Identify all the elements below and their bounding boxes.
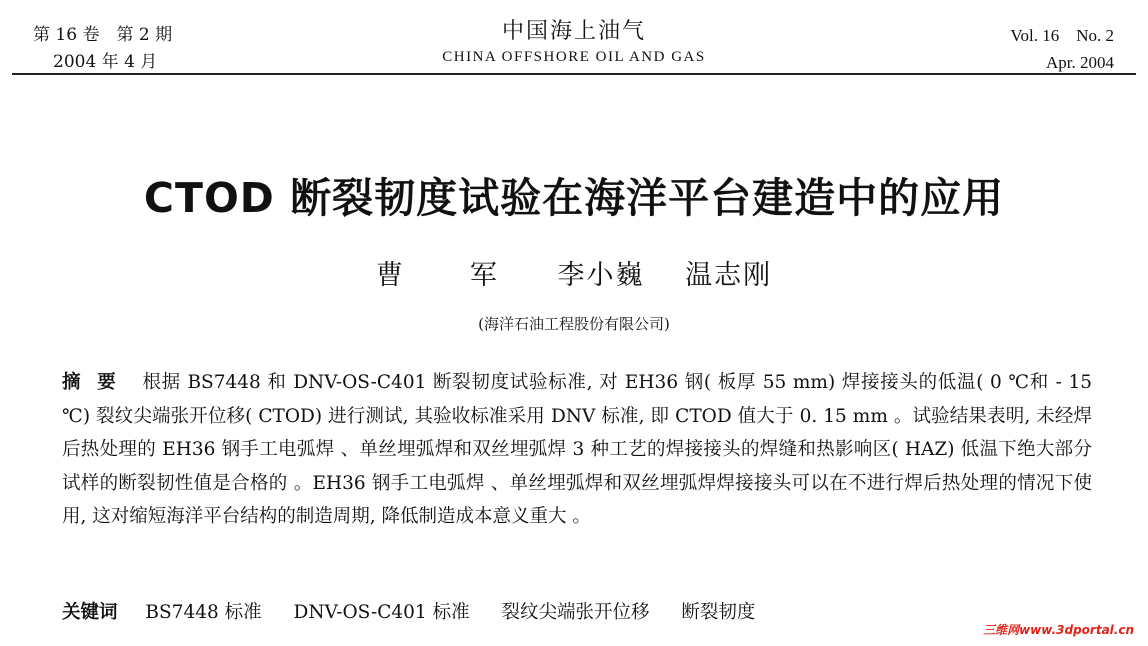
keywords-block <box>62 597 1092 629</box>
abstract-block <box>62 366 1092 534</box>
author-name: 曹 军 <box>375 260 517 291</box>
keyword-item: DNV-OS-C401 标准 <box>293 602 470 623</box>
keyword-item: 裂纹尖端张开位移 <box>501 602 650 623</box>
site-watermark: 三维网www.3dportal.cn <box>983 623 1134 637</box>
journal-name-en: CHINA OFFSHORE OIL AND GAS <box>442 49 706 65</box>
volume-issue-en: Vol. 16 No. 2 <box>1010 26 1114 45</box>
author-affiliation: (海洋石油工程股份有限公司) <box>478 315 670 333</box>
author-name: 温志刚 <box>685 260 773 291</box>
journal-header <box>0 0 1148 76</box>
journal-name-cn: 中国海上油气 <box>501 19 646 44</box>
header-right <box>1010 22 1114 76</box>
publication-date-en: Apr. 2004 <box>1046 53 1114 72</box>
keyword-item: BS7448 标准 <box>145 602 262 623</box>
keywords-label: 关键词 <box>62 602 118 623</box>
volume-issue: 第 16 卷 第 2 期 <box>33 25 173 45</box>
keyword-item: 断裂韧度 <box>681 602 756 623</box>
header-divider <box>12 73 1136 75</box>
abstract-label: 摘要 <box>62 372 133 393</box>
publication-date-cn: 2004 年 4 月 <box>53 52 158 72</box>
author-name: 李小巍 <box>557 260 645 291</box>
author-list <box>0 256 1148 296</box>
article-title: CTOD 断裂韧度试验在海洋平台建造中的应用 <box>143 174 1005 222</box>
header-center <box>0 18 1148 68</box>
abstract-text: 根据 BS7448 和 DNV-OS-C401 断裂韧度试验标准, 对 EH36 钢( 板厚 55 mm) 焊接接头的低温( 0 ℃和 - 15 ℃) 裂纹尖端张开位移( CTOD) 进行测试, 其验收标准采用 DNV 标准, 即 CTOD 值大于 0. 15 mm 。试验结果表明, 未经焊后热处理的 EH36 钢手工电弧焊 、单丝埋弧焊和双丝埋弧焊 3 种工艺的焊接接头的焊缝和热影响区( HAZ) 低温下绝大部分试样的断裂韧性值是合格的 。EH36 钢手工电弧焊 、单丝埋弧焊和双丝埋弧焊焊接接头可以在不进行焊后热处理的情况下使用, 这对缩短海洋平台结构的制造周期, 降低制造成本意义重大 。 <box>62 372 1092 527</box>
